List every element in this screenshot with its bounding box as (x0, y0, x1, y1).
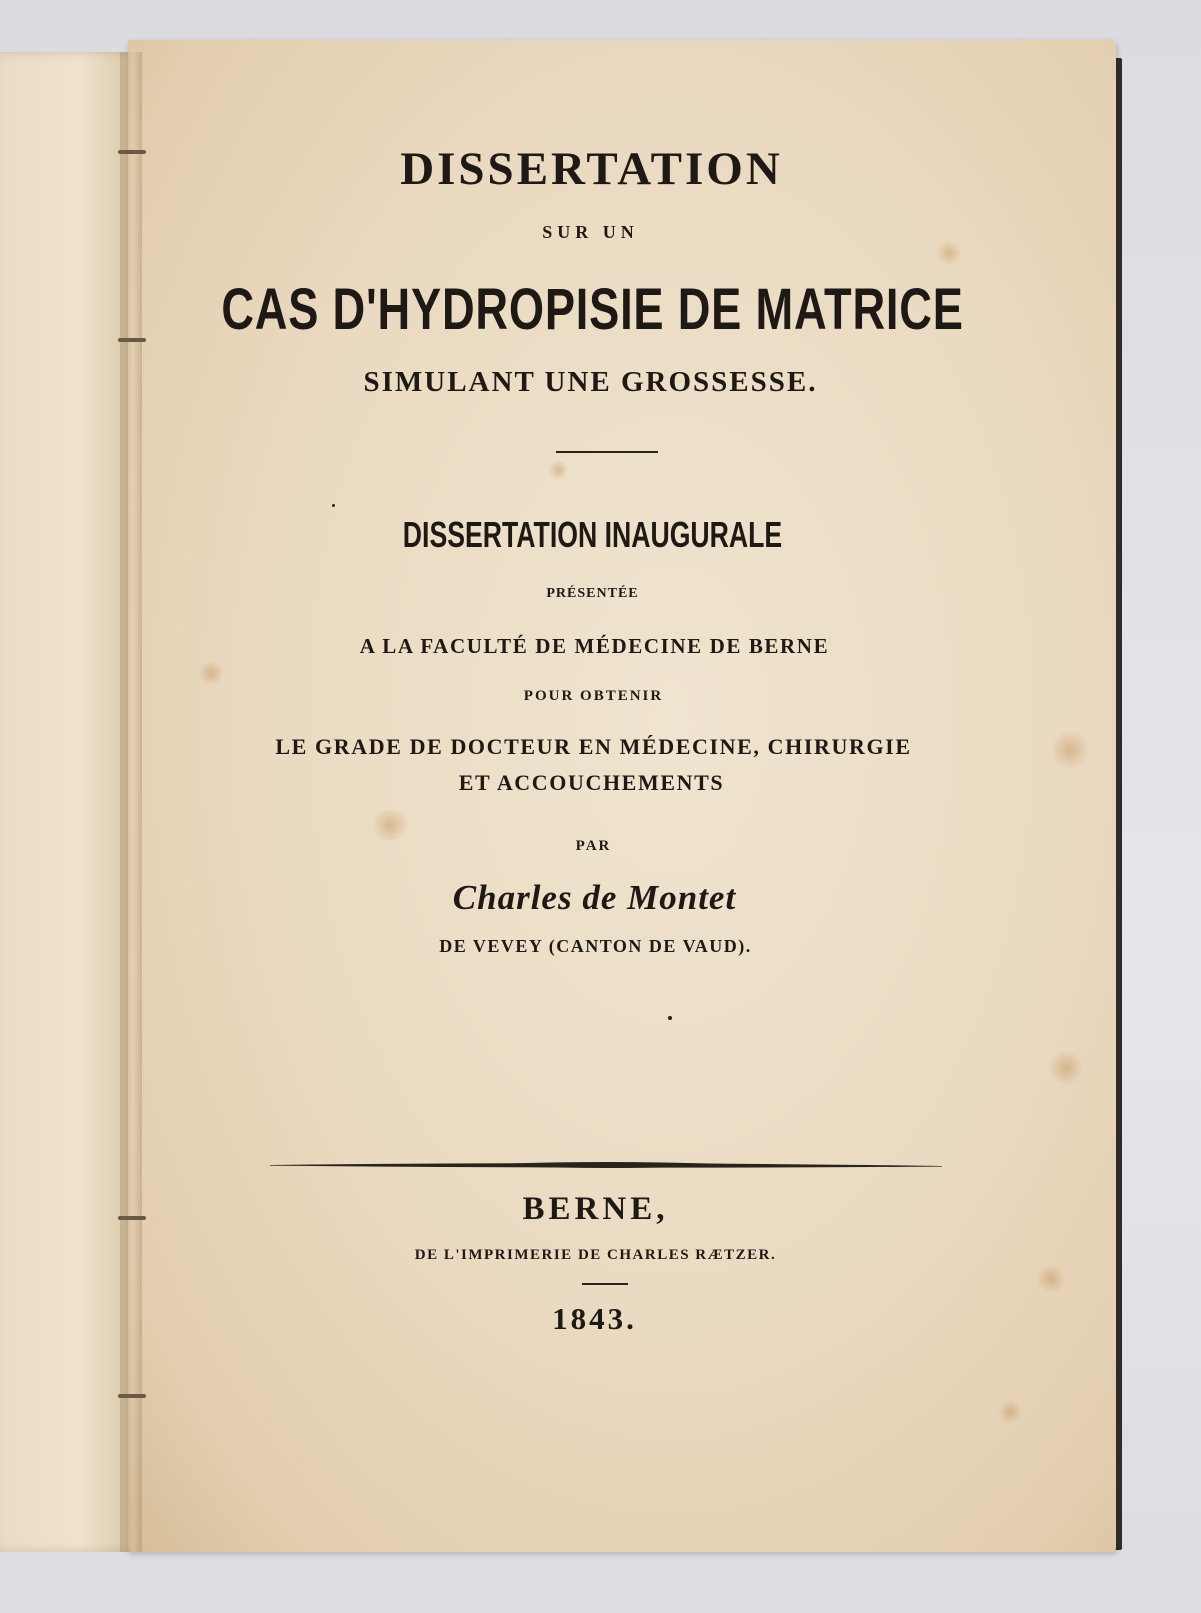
faculty-line: A LA FACULTÉ DE MÉDECINE DE BERNE (359, 634, 830, 658)
degree-line-2: ET ACCOUCHEMENTS (458, 770, 725, 795)
author-origin: DE VEVEY (CANTON DE VAUD). (439, 936, 752, 956)
imprint-city: BERNE, (522, 1191, 669, 1227)
ornamental-rule (270, 1158, 942, 1172)
by-label: PAR (575, 838, 612, 854)
foxing-stain (548, 460, 568, 480)
subject-subtitle: SIMULANT UNE GROSSESSE. (363, 366, 818, 398)
subject-title: CAS D'HYDROPISIE DE MATRICE (221, 277, 964, 342)
binding-stitch (118, 1394, 146, 1398)
foxing-stain (368, 810, 412, 840)
divider-rule (556, 451, 658, 453)
foxing-stain (1036, 1264, 1066, 1294)
imprint-printer: DE L'IMPRIMERIE DE CHARLES RÆTZER. (414, 1247, 777, 1263)
foxing-stain (198, 660, 224, 686)
ink-speck (332, 504, 335, 507)
author-name: Charles de Montet (452, 878, 737, 917)
foxing-stain (998, 1400, 1022, 1424)
main-title: DISSERTATION (400, 143, 783, 195)
title-connector: SUR UN (542, 222, 639, 242)
purpose-label: POUR OBTENIR (523, 688, 664, 704)
degree-line-1: LE GRADE DE DOCTEUR EN MÉDECINE, CHIRURGIE (275, 734, 912, 759)
foxing-stain (936, 240, 962, 266)
foxing-stain (1048, 1050, 1084, 1086)
presented-label: PRÉSENTÉE (546, 586, 639, 601)
imprint-year: 1843. (552, 1301, 637, 1336)
imprint-rule (582, 1283, 628, 1285)
ink-speck (668, 1016, 672, 1020)
dissertation-type: DISSERTATION INAUGURALE (402, 514, 783, 555)
